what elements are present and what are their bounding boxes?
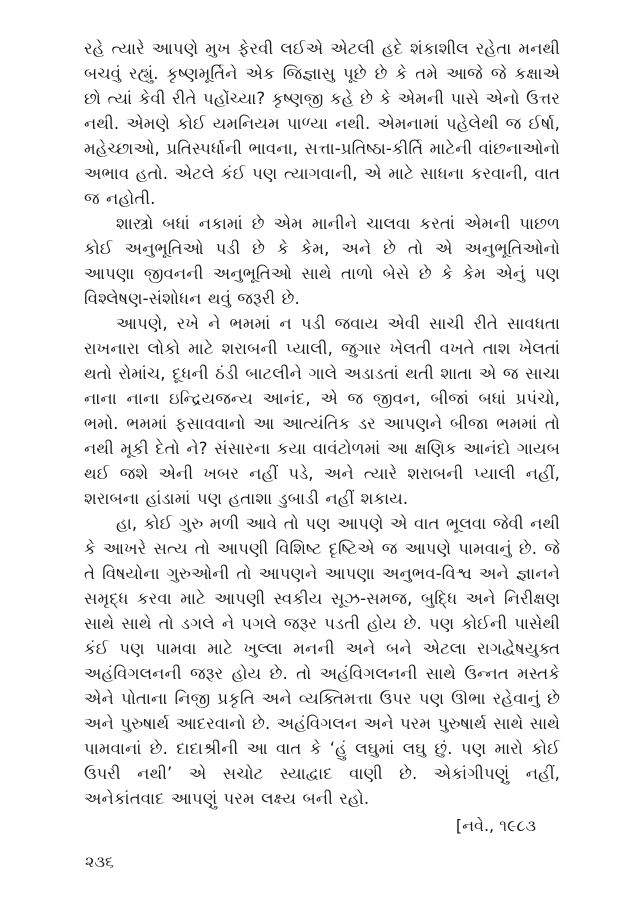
page-body — [84, 36, 560, 838]
paragraph: શાસ્ત્રો બધાં નકામાં છે એમ માનીને ચાલવા કરતાં એમની પાછળ કોઈ અનુભૂતિઓ પડી છે કે કેમ, અને છે તો એ અનુભૂતિઓનો આપણા જીવનની અનુભૂતિઓ સાથે તાળો બેસે છે કે કેમ એનું પણ વિશ્લેષણ-સંશોધન થવું જરૂરી છે. — [84, 214, 560, 308]
paragraph: આપણે, રખે ને ભમમાં ન પડી જવાય એવી સાચી રીતે સાવધતા રાખનારા લોકો માટે શરાબની પ્યાલી, જુગાર ખેલતી વખતે તાશ ખેલતાં થતો રોમાંચ, દૂધની ઠંડી બાટલીને ગાલે અડાડતાં થતી શાતા એ જ સાચા નાના નાના ઇન્દ્રિયજન્ય આનંદ, એ જ જીવન, બીજાં બધાં પ્રપંચો, ભમો. ભમમાં ફસાવવાનો આ આત્યંતિક ડર આપણને બીજા ભમમાં તો નથી મૂકી દેતો ને? સંસારના કયા વાવંટોળમાં આ ક્ષણિક આનંદો ગાયબ થઈ જશે એની ખબર નહીં પડે, અને ત્યારે શરાબની પ્યાલી નહીં, શરાબના હાંડામાં પણ હતાશા ડુબાડી નહીં શકાય. — [84, 314, 560, 508]
page-number: ૨૩૬ — [85, 852, 115, 871]
date-attribution: [નવે., ૧૯૮૩ — [455, 816, 536, 835]
paragraph: હા, કોઈ ગુરુ મળી આવે તો પણ આપણે એ વાત ભૂલવા જેવી નથી કે આખરે સત્ય તો આપણી વિશિષ્ટ દૃષ્ટિએ જ આપણે પામવાનું છે. જે તે વિષયોના ગુરુઓની તો આપણને આપણા અનુભવ-વિશ્વ અને જ્ઞાનને સમૃદ્ધ કરવા માટે આપણી સ્વકીય સૂઝ-સમજ, બુદ્ધિ અને નિરીક્ષણ સાથે સાથે તો ડગલે ને પગલે જરૂર પડતી હોય છે. પણ કોઈની પાસેથી કંઈ પણ પામવા માટે ખુલ્લા મનની અને બને એટલા રાગદ્વેષયુક્ત અહંવિગલનની જરૂર હોય છે. તો અહંવિગલનની સાથે ઉન્નત મસ્તકે એને પોતાના નિજી પ્રકૃતિ અને વ્યક્તિમત્તા ઉપર પણ ઊભા રહેવાનું છે અને પુરુષાર્થ આદરવાનો છે. અહંવિગલન અને પરમ પુરુષાર્થ સાથે સાથે પામવાનાં છે. દાદાશ્રીની આ વાત કે ‘હું લઘુમાં લઘુ છું. પણ મારો કોઈ ઉપરી નથી’ એ સચોટ સ્યાદ્વાદ વાણી છે. એકાંગીપણું નહીં, અનેકાંતવાદ આપણું પરમ લક્ષ્ય બની રહો. — [84, 514, 560, 808]
paragraph-continuation: રહે ત્યારે આપણે મુખ ફેરવી લઈએ એટલી હદે શંકાશીલ રહેતા મનથી બચવું રહ્યું. કૃષ્ણમૂર્તિને એક જિજ્ઞાસુ પૂછે છે કે તમે આજે જે કક્ષાએ છો ત્યાં કેવી રીતે પહોંચ્યા? કૃષ્ણજી કહે છે કે એમની પાસે એનો ઉત્તર નથી. એમણે કોઈ યમનિયમ પાળ્યા નથી. એમનામાં પહેલેથી જ ઈર્ષા, મહેચ્છાઓ, પ્રતિસ્પર્ધાની ભાવના, સત્તા-પ્રતિષ્ઠા-કીર્તિ માટેની વાંછનાઓનો અભાવ હતો. એટલે કંઈ પણ ત્યાગવાની, એ માટે સાધના કરવાની, વાત જ નહોતી. — [84, 39, 560, 208]
